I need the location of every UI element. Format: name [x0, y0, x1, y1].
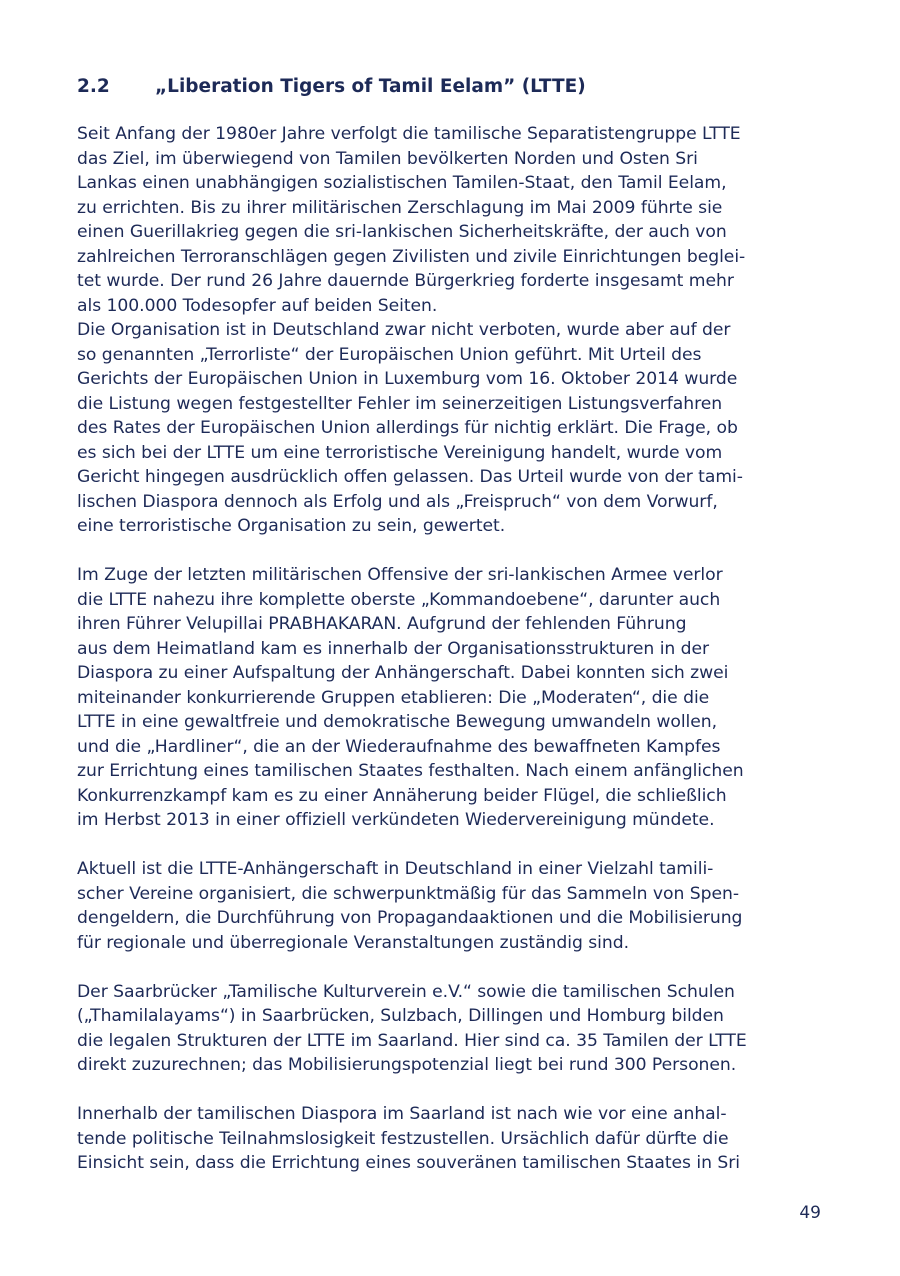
paragraph-spacer	[77, 539, 825, 564]
paragraph	[77, 563, 825, 833]
paragraph	[77, 857, 825, 955]
text-line: Einsicht sein, dass die Errichtung eines souveränen tamilischen Staates in Sri	[77, 1153, 740, 1173]
paragraph-spacer	[77, 955, 825, 980]
text-line: Gerichts der Europäischen Union in Luxemburg vom 16. Oktober 2014 wurde	[77, 369, 738, 389]
text-line: als 100.000 Todesopfer auf beiden Seiten.	[77, 295, 438, 316]
page-number: 49	[799, 1203, 821, 1223]
text-line: es sich bei der LTTE um eine terroristische Vereinigung handelt, wurde vom	[77, 442, 723, 463]
text-line: und die „Hardliner“, die an der Wiederaufnahme des bewaffneten Kampfes	[77, 736, 721, 757]
document-page	[77, 72, 825, 1176]
text-line: lischen Diaspora dennoch als Erfolg und als „Freispruch“ von dem Vorwurf,	[77, 491, 718, 512]
text-line: dengeldern, die Durchführung von Propagandaaktionen und die Mobilisierung	[77, 908, 743, 928]
text-line: direkt zuzurechnen; das Mobilisierungspotenzial liegt bei rund 300 Personen.	[77, 1055, 737, 1075]
text-line: im Herbst 2013 in einer offiziell verkündeten Wiedervereinigung mündete.	[77, 810, 715, 830]
text-line: Im Zuge der letzten militärischen Offensive der sri-lankischen Armee verlor	[77, 565, 723, 585]
text-line: eine terroristische Organisation zu sein, gewertet.	[77, 516, 506, 536]
text-line: zahlreichen Terroranschlägen gegen Zivilisten und zivile Einrichtungen beglei-	[77, 246, 746, 267]
text-line: einen Guerillakrieg gegen die sri-lankischen Sicherheitskräfte, der auch von	[77, 222, 727, 242]
text-line: zur Errichtung eines tamilischen Staates festhalten. Nach einem anfänglichen	[77, 761, 744, 781]
paragraph	[77, 318, 825, 539]
paragraph-spacer	[77, 1078, 825, 1103]
text-line: Innerhalb der tamilischen Diaspora im Saarland ist nach wie vor eine anhal-	[77, 1104, 727, 1124]
text-line: Diaspora zu einer Aufspaltung der Anhängerschaft. Dabei konnten sich zwei	[77, 663, 729, 683]
section-title: „Liberation Tigers of Tamil Eelam” (LTTE)	[155, 76, 586, 97]
text-line: des Rates der Europäischen Union allerdings für nichtig erklärt. Die Frage, ob	[77, 418, 738, 438]
text-line: („Thamilalayams“) in Saarbrücken, Sulzbach, Dillingen und Homburg bilden	[77, 1006, 724, 1026]
section-heading	[77, 72, 825, 102]
text-line: Gericht hingegen ausdrücklich offen gelassen. Das Urteil wurde von der tami-	[77, 467, 743, 487]
text-line: tende politische Teilnahmslosigkeit festzustellen. Ursächlich dafür dürfte die	[77, 1128, 729, 1149]
text-line: die Listung wegen festgestellter Fehler im seinerzeitigen Listungsverfahren	[77, 393, 723, 414]
text-line: tet wurde. Der rund 26 Jahre dauernde Bürgerkrieg forderte insgesamt mehr	[77, 271, 734, 291]
section-number: 2.2	[77, 76, 110, 97]
text-line: Konkurrenzkampf kam es zu einer Annäherung beider Flügel, die schließlich	[77, 785, 727, 806]
text-line: Die Organisation ist in Deutschland zwar nicht verboten, wurde aber auf der	[77, 320, 731, 340]
paragraph	[77, 122, 825, 318]
text-line: aus dem Heimatland kam es innerhalb der Organisationsstrukturen in der	[77, 638, 710, 659]
paragraph-spacer	[77, 833, 825, 858]
text-line: die legalen Strukturen der LTTE im Saarland. Hier sind ca. 35 Tamilen der LTTE	[77, 1030, 747, 1051]
text-line: miteinander konkurrierende Gruppen etablieren: Die „Moderaten“, die die	[77, 687, 710, 708]
paragraph	[77, 980, 825, 1078]
text-line: scher Vereine organisiert, die schwerpunktmäßig für das Sammeln von Spen-	[77, 883, 740, 904]
text-line: LTTE in eine gewaltfreie und demokratische Bewegung umwandeln wollen,	[77, 712, 718, 732]
text-line: zu errichten. Bis zu ihrer militärischen Zerschlagung im Mai 2009 führte sie	[77, 197, 723, 218]
text-line: die LTTE nahezu ihre komplette oberste „Kommandoebene“, darunter auch	[77, 589, 721, 610]
body-text	[77, 122, 825, 1176]
text-line: Seit Anfang der 1980er Jahre verfolgt die tamilische Separatistengruppe LTTE	[77, 124, 741, 144]
text-line: Aktuell ist die LTTE-Anhängerschaft in Deutschland in einer Vielzahl tamili-	[77, 859, 714, 879]
text-line: Lankas einen unabhängigen sozialistischen Tamilen-Staat, den Tamil Eelam,	[77, 173, 727, 193]
text-line: für regionale und überregionale Veranstaltungen zuständig sind.	[77, 932, 629, 953]
text-line: ihren Führer Velupillai PRABHAKARAN. Aufgrund der fehlenden Führung	[77, 614, 687, 634]
text-line: das Ziel, im überwiegend von Tamilen bevölkerten Norden und Osten Sri	[77, 148, 698, 169]
paragraph	[77, 1102, 825, 1176]
text-line: so genannten „Terrorliste“ der Europäischen Union geführt. Mit Urteil des	[77, 344, 702, 365]
text-line: Der Saarbrücker „Tamilische Kulturverein e.V.“ sowie die tamilischen Schulen	[77, 981, 735, 1002]
